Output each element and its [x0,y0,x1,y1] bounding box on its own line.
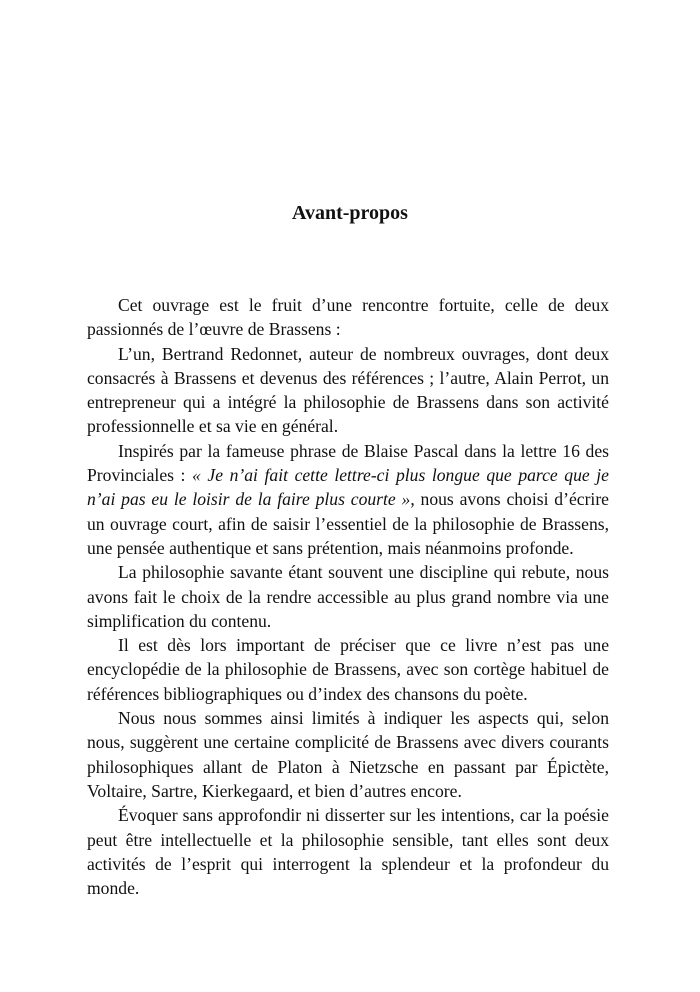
paragraph-4: La philosophie savante étant souvent une discipline qui rebute, nous avons fait le choix de la rendre accessible au plus grand nombre via une simplification du contenu. [87,562,609,631]
body-text [87,293,609,900]
paragraph-6: Nous nous sommes ainsi limités à indiquer les aspects qui, selon nous, suggèrent une certaine complicité de Brassens avec divers courants philosophiques allant de Platon à Nietzsche en passant par Épictète, Voltaire, Sartre, Kierkegaard, et bien d’autres encore. [87,708,609,801]
paragraph-3-rest: , nous avons choisi d’écrire un ouvrage court, afin de saisir l’essentiel de la philosophie de Brassens, une pensée authentique et sans prétention, mais néanmoins profonde. [87,489,609,558]
paragraph-2: L’un, Bertrand Redonnet, auteur de nombreux ouvrages, dont deux consacrés à Brassens et devenus des références ; l’autre, Alain Perrot, un entrepreneur qui a intégré la philosophie de Brassens dans son activité professionnelle et sa vie en général. [87,343,609,437]
page-title: Avant-propos [292,202,408,224]
paragraph-1: Cet ouvrage est le fruit d’une rencontre fortuite, celle de deux passionnés de l’œuvre de Brassens : [87,295,609,340]
paragraph-7: Évoquer sans approfondir ni disserter sur les intentions, car la poésie peut être intellectuelle et la philosophie sensible, tant elles sont deux activités de l’esprit qui interrogent la splendeur et la profondeur du monde. [87,805,609,899]
paragraph-3 [87,439,609,560]
paragraph-5: Il est dès lors important de préciser que ce livre n’est pas une encyclopédie de la philosophie de Brassens, avec son cortège habituel de références bibliographiques ou d’index des chansons du poète. [87,635,609,704]
paragraph-3-intro: Inspirés par la fameuse phrase de Blaise Pascal dans la lettre 16 des Provinciales : [87,440,609,486]
pascal-quote: « Je n’ai fait cette lettre-ci plus longue que parce que je n’ai pas eu le loisir de la faire plus courte » [87,465,609,510]
